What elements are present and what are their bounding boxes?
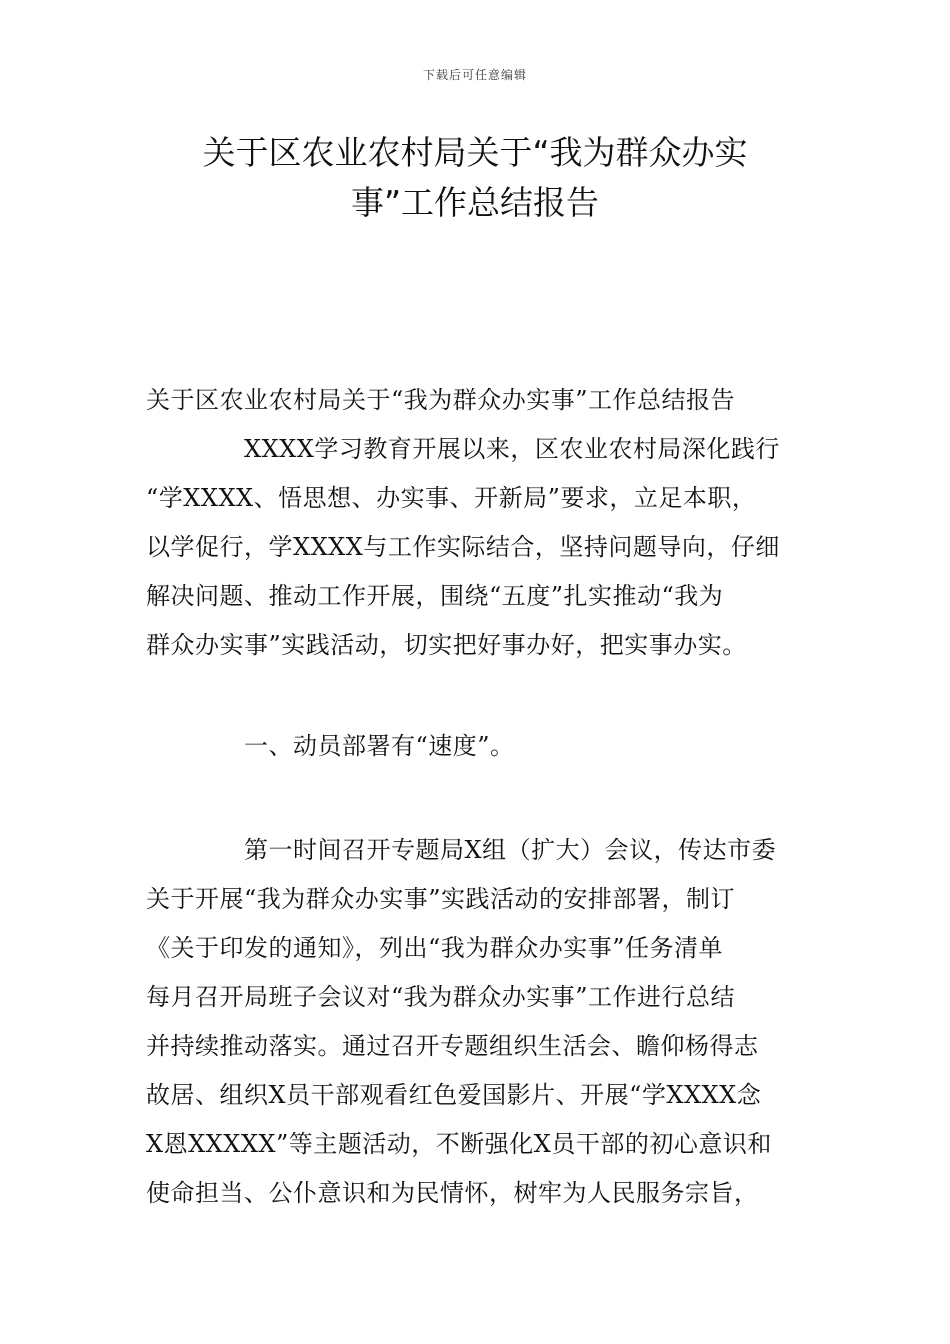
text-line: 关于开展“我为群众办实事”实践活动的安排部署，制订: [146, 885, 736, 913]
text-line: 解决问题、推动工作开展，围绕“五度”扎实推动“我为: [146, 582, 724, 610]
document-title: [150, 128, 800, 228]
text-line: 以学促行，学XXXX与工作实际结合，坚持问题导向，仔细: [146, 533, 780, 561]
title-line-2: 事”工作总结报告: [350, 183, 600, 222]
text-line: “学XXXX、悟思想、办实事、开新局”要求，立足本职，: [146, 484, 757, 512]
text-line: 故居、组织X员干部观看红色爱国影片、开展“学XXXX念: [146, 1081, 762, 1109]
text-line: 关于区农业农村局关于“我为群众办实事”工作总结报告: [146, 386, 736, 414]
intro-paragraph: [146, 376, 810, 670]
section-heading: [146, 722, 810, 771]
text-line: X恩XXXXX”等主题活动，不断强化X员干部的初心意识和: [146, 1130, 772, 1158]
text-line: XXXX学习教育开展以来，区农业农村局深化践行: [146, 435, 780, 463]
title-line-1: 关于区农业农村局关于“我为群众办实: [202, 133, 748, 172]
text-line: 群众办实事”实践活动，切实把好事办好，把实事办实。: [146, 631, 747, 659]
text-line: 每月召开局班子会议对“我为群众办实事”工作进行总结: [146, 983, 736, 1011]
header-note: 下载后可任意编辑: [422, 68, 527, 82]
section-heading-text: 一、动员部署有“速度”。: [146, 732, 515, 760]
text-line: 《关于印发的通知》，列出“我为群众办实事”任务清单: [146, 934, 724, 962]
text-line: 使命担当、公仆意识和为民情怀，树牢为人民服务宗旨，: [146, 1179, 759, 1207]
text-line: 第一时间召开专题局X组（扩大）会议，传达市委: [146, 836, 777, 864]
text-line: 并持续推动落实。通过召开专题组织生活会、瞻仰杨得志: [146, 1032, 759, 1060]
body-paragraph: [146, 826, 810, 1218]
